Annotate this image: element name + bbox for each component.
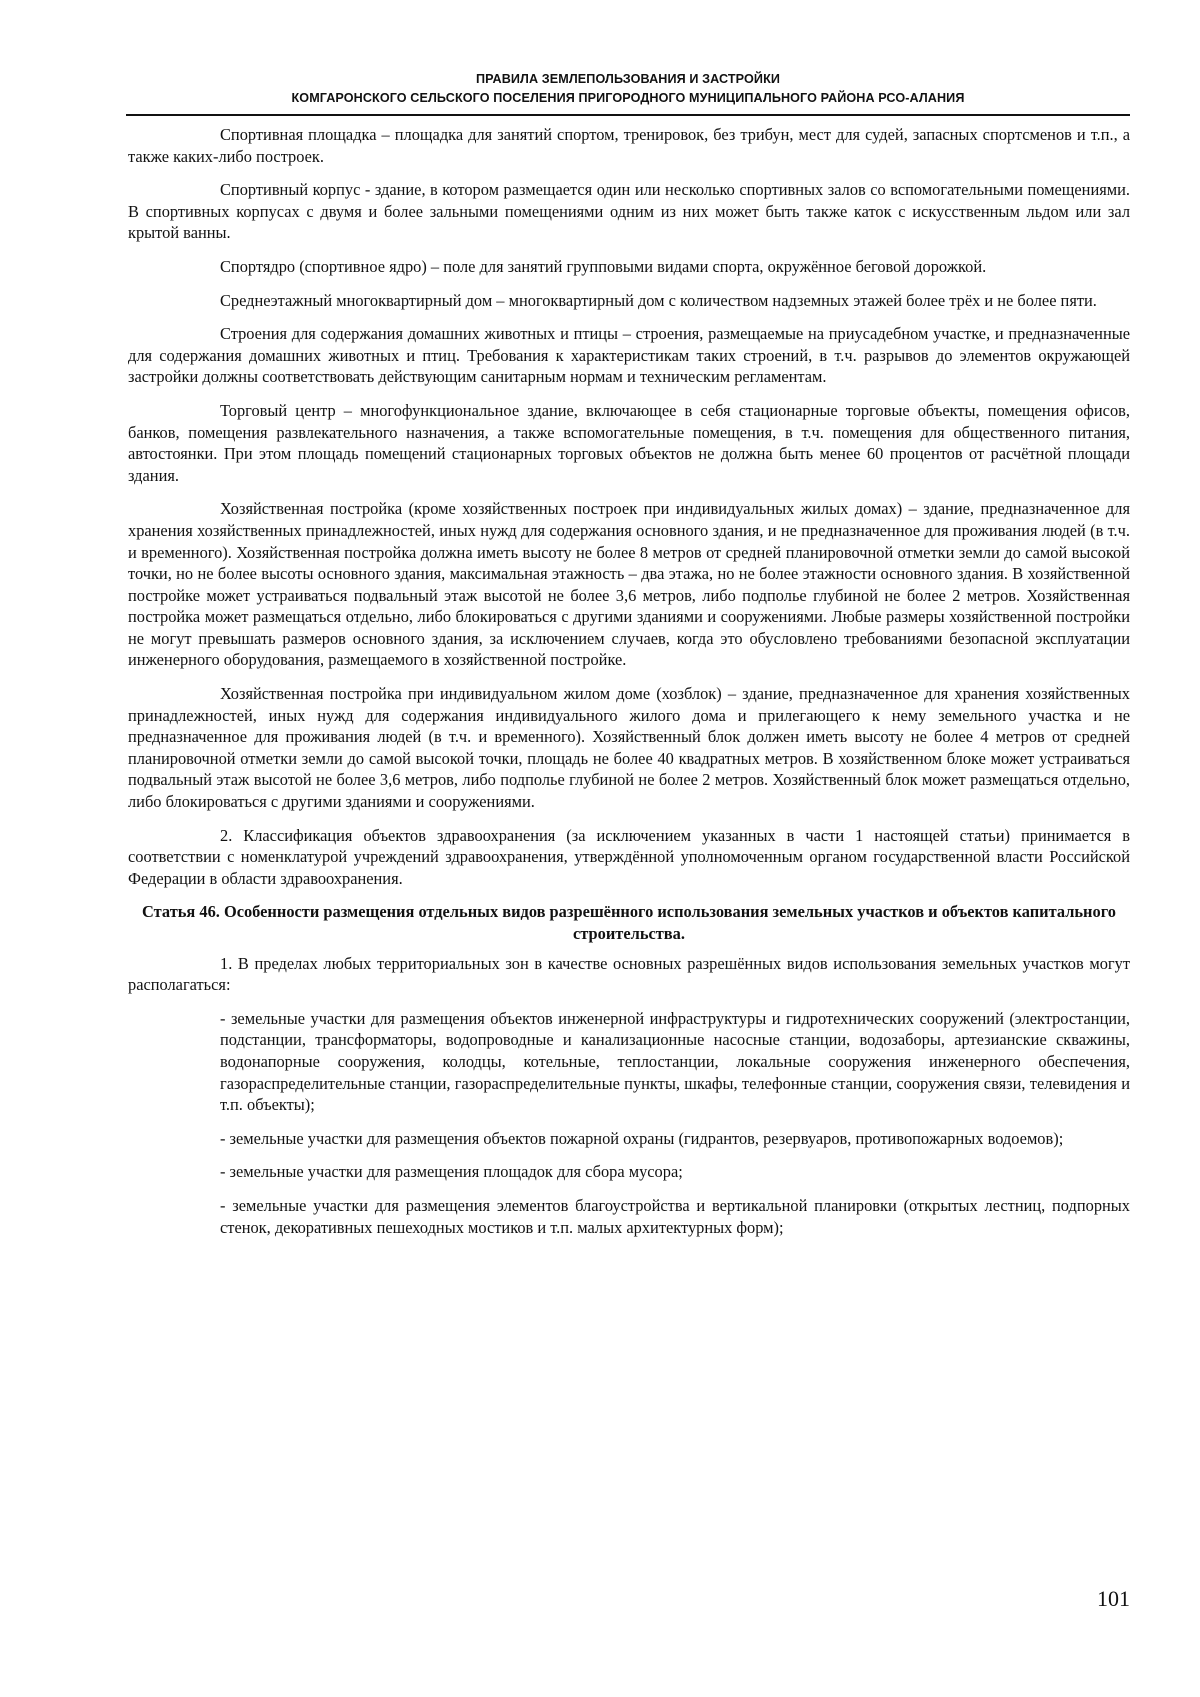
paragraph-mid-rise-building: Среднеэтажный многоквартирный дом – многоквартирный дом с количеством надземных этажей более трёх и не более пяти. — [220, 290, 1097, 310]
page-number: 101 — [1097, 1586, 1130, 1611]
article-heading: Статья 46. Особенности размещения отдельных видов разрешённого использования земельных участков и объектов капитального строительства. — [142, 902, 1116, 943]
paragraph-healthcare-classification: 2. Классификация объектов здравоохранения (за исключением указанных в части 1 настоящей статьи) принимается в соответствии с номенклатурой учреждений здравоохранения, утверждённой уполномоченным органом государственной власти Российской Федерации в области здравоохранения. — [128, 825, 1130, 888]
paragraph-outbuilding: Хозяйственная постройка (кроме хозяйственных построек при индивидуальных жилых домах) – здание, предназначенное для хранения хозяйственных принадлежностей, иных нужд для содержания основного здания, и не предназначенное для проживания людей (в т.ч. и временного). Хозяйственная постройка должна иметь высоту не более 8 метров от средней планировочной отметки земли до самой высокой точки, но не более высоты основного здания, максимальная этажность – два этажа, но не более этажности основного здания. В хозяйственной постройке может устраиваться подвальный этаж высотой не более 3,6 метров, либо подполье глубиной не более 2 метров. Хозяйственная постройка может размещаться отдельно, либо блокироваться с другими зданиями и сооружениями. Любые размеры хозяйственной постройки не могут превышать размеров основного здания, за исключением случаев, когда это обусловлено требованиями безопасной эксплуатации инженерного оборудования, размещаемого в хозяйственной постройке. — [128, 499, 1130, 670]
header-title: ПРАВИЛА ЗЕМЛЕПОЛЬЗОВАНИЯ И ЗАСТРОЙКИ — [475, 72, 781, 86]
header-subtitle: КОМГАРОНСКОГО СЕЛЬСКОГО ПОСЕЛЕНИЯ ПРИГОРОДНОГО МУНИЦИПАЛЬНОГО РАЙОНА РСО-АЛАНИЯ — [291, 91, 965, 105]
document-body — [128, 124, 1130, 1250]
list-item: - земельные участки для размещения площадок для сбора мусора; — [220, 1162, 683, 1182]
paragraph-utility-block: Хозяйственная постройка при индивидуальном жилом доме (хозблок) – здание, предназначенное для хранения хозяйственных принадлежностей, иных нужд для содержания индивидуального жилого дома и прилегающего к нему земельного участка и не предназначенное для проживания людей (в т.ч. и временного). Хозяйственный блок должен иметь высоту не более 4 метров от средней планировочной отметки земли до самой высокой точки, площадь не более 40 квадратных метров. В хозяйственном блоке может устраиваться подвальный этаж высотой не более 3,6 метров, либо подполье глубиной не более 2 метров. Хозяйственный блок может размещаться отдельно, либо блокироваться с другими зданиями и сооружениями. — [128, 684, 1130, 812]
list-item: - земельные участки для размещения объектов инженерной инфраструктуры и гидротехнических сооружений (электростанции, подстанции, трансформаторы, водопроводные и канализационные насосные станции, водозаборы, артезианские скважины, водонапорные сооружения, колодцы, котельные, теплостанции, локальные сооружения инженерного обеспечения, газораспределительные станции, газораспределительные пункты, шкафы, телефонные станции, сооружения связи, телевидения и т.п. объекты); — [220, 1008, 1130, 1115]
paragraph-sports-ground: Спортивная площадка – площадка для занятий спортом, тренировок, без трибун, мест для судей, запасных спортсменов и т.п., а также каких-либо построек. — [128, 125, 1130, 166]
article-intro: 1. В пределах любых территориальных зон в качестве основных разрешённых видов использования земельных участков могут располагаться: — [128, 953, 1130, 995]
paragraph-shopping-center: Торговый центр – многофункциональное здание, включающее в себя стационарные торговые объекты, помещения офисов, банков, помещения развлекательного назначения, а также вспомогательные помещения, в т.ч. помещения для общественного питания, автостоянки. При этом площадь помещений стационарных торговых объектов не должна быть менее 60 процентов от расчётной площади здания. — [128, 400, 1130, 485]
running-header — [128, 70, 1128, 108]
list-item: - земельные участки для размещения элементов благоустройства и вертикальной планировки (открытых лестниц, подпорных стенок, декоративных пешеходных мостиков и т.п. малых архитектурных форм); — [220, 1195, 1130, 1237]
list-item: - земельные участки для размещения объектов пожарной охраны (гидрантов, резервуаров, противопожарных водоемов); — [220, 1128, 1064, 1148]
header-divider — [126, 114, 1130, 116]
paragraph-sports-core: Спортядро (спортивное ядро) – поле для занятий групповыми видами спорта, окружённое беговой дорожкой. — [220, 256, 987, 276]
paragraph-sports-building: Спортивный корпус - здание, в котором размещается один или несколько спортивных залов со вспомогательными помещениями. В спортивных корпусах с двумя и более зальными помещениями одним из них может быть также каток с искусственным льдом или зал крытой ванны. — [128, 180, 1130, 243]
paragraph-animal-buildings: Строения для содержания домашних животных и птицы – строения, размещаемые на приусадебном участке, и предназначенные для содержания домашних животных и птиц. Требования к характеристикам таких строений, в т.ч. разрывов до элементов окружающей застройки должны соответствовать действующим санитарным нормам и техническим регламентам. — [128, 324, 1130, 387]
